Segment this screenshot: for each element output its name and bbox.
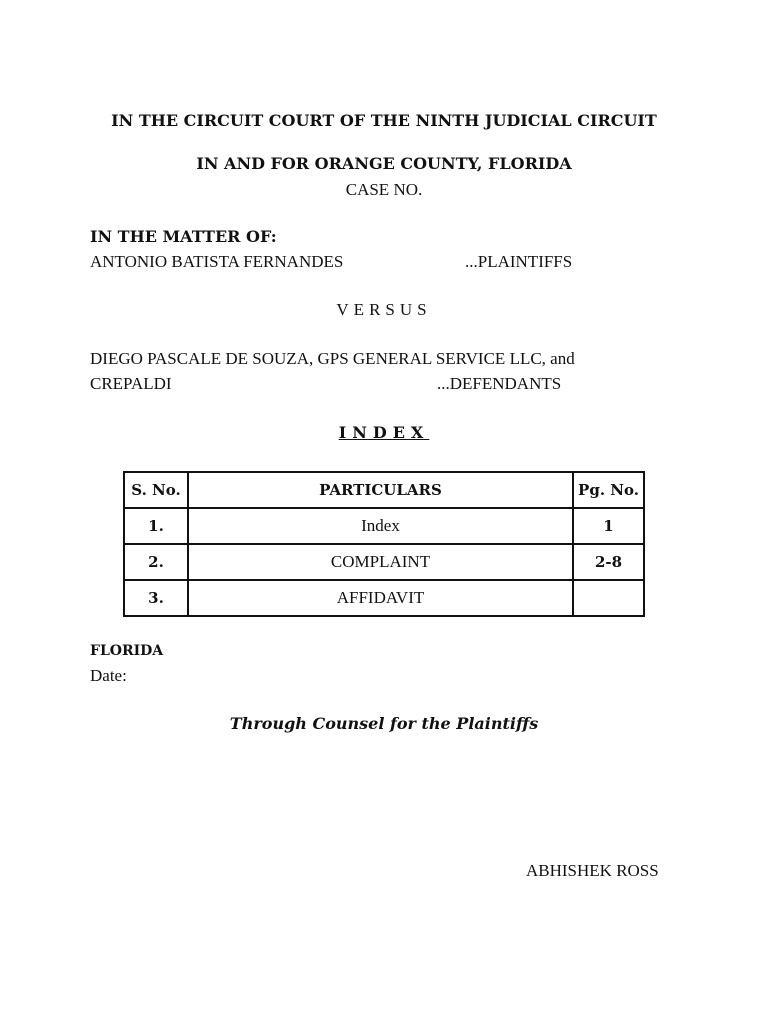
row-pg: 1: [573, 508, 644, 544]
index-title: INDEX: [338, 423, 430, 442]
place-label: FLORIDA: [90, 643, 164, 659]
counsel-line: Through Counsel for the Plaintiffs: [229, 714, 539, 733]
row-particulars: COMPLAINT: [188, 544, 573, 580]
index-table: [123, 471, 645, 617]
table-row: [124, 580, 644, 616]
plaintiff-role: ...PLAINTIFFS: [465, 252, 573, 271]
row-particulars: Index: [188, 508, 573, 544]
date-label: Date:: [90, 666, 127, 685]
row-sno: 1.: [124, 508, 188, 544]
row-pg: [573, 580, 644, 616]
case-number-label: CASE NO.: [345, 180, 423, 199]
versus-label: VERSUS: [336, 300, 432, 319]
row-particulars: AFFIDAVIT: [188, 580, 573, 616]
defendant-role: ...DEFENDANTS: [437, 374, 562, 393]
header-particulars: PARTICULARS: [188, 472, 573, 508]
row-pg: 2-8: [573, 544, 644, 580]
table-row: [124, 508, 644, 544]
signer-name: ABHISHEK ROSS: [526, 861, 659, 880]
plaintiff-name: ANTONIO BATISTA FERNANDES: [90, 252, 344, 271]
defendants-line1: DIEGO PASCALE DE SOUZA, GPS GENERAL SERVICE LLC, and: [90, 349, 575, 368]
defendants-line2: CREPALDI: [90, 374, 172, 393]
row-sno: 2.: [124, 544, 188, 580]
court-title-line2: IN AND FOR ORANGE COUNTY, FLORIDA: [196, 154, 572, 173]
court-title-line1: IN THE CIRCUIT COURT OF THE NINTH JUDICIAL CIRCUIT: [111, 111, 657, 130]
matter-heading: IN THE MATTER OF:: [90, 227, 277, 246]
row-sno: 3.: [124, 580, 188, 616]
header-pg: Pg. No.: [573, 472, 644, 508]
header-sno: S. No.: [124, 472, 188, 508]
table-header-row: [124, 472, 644, 508]
table-row: [124, 544, 644, 580]
